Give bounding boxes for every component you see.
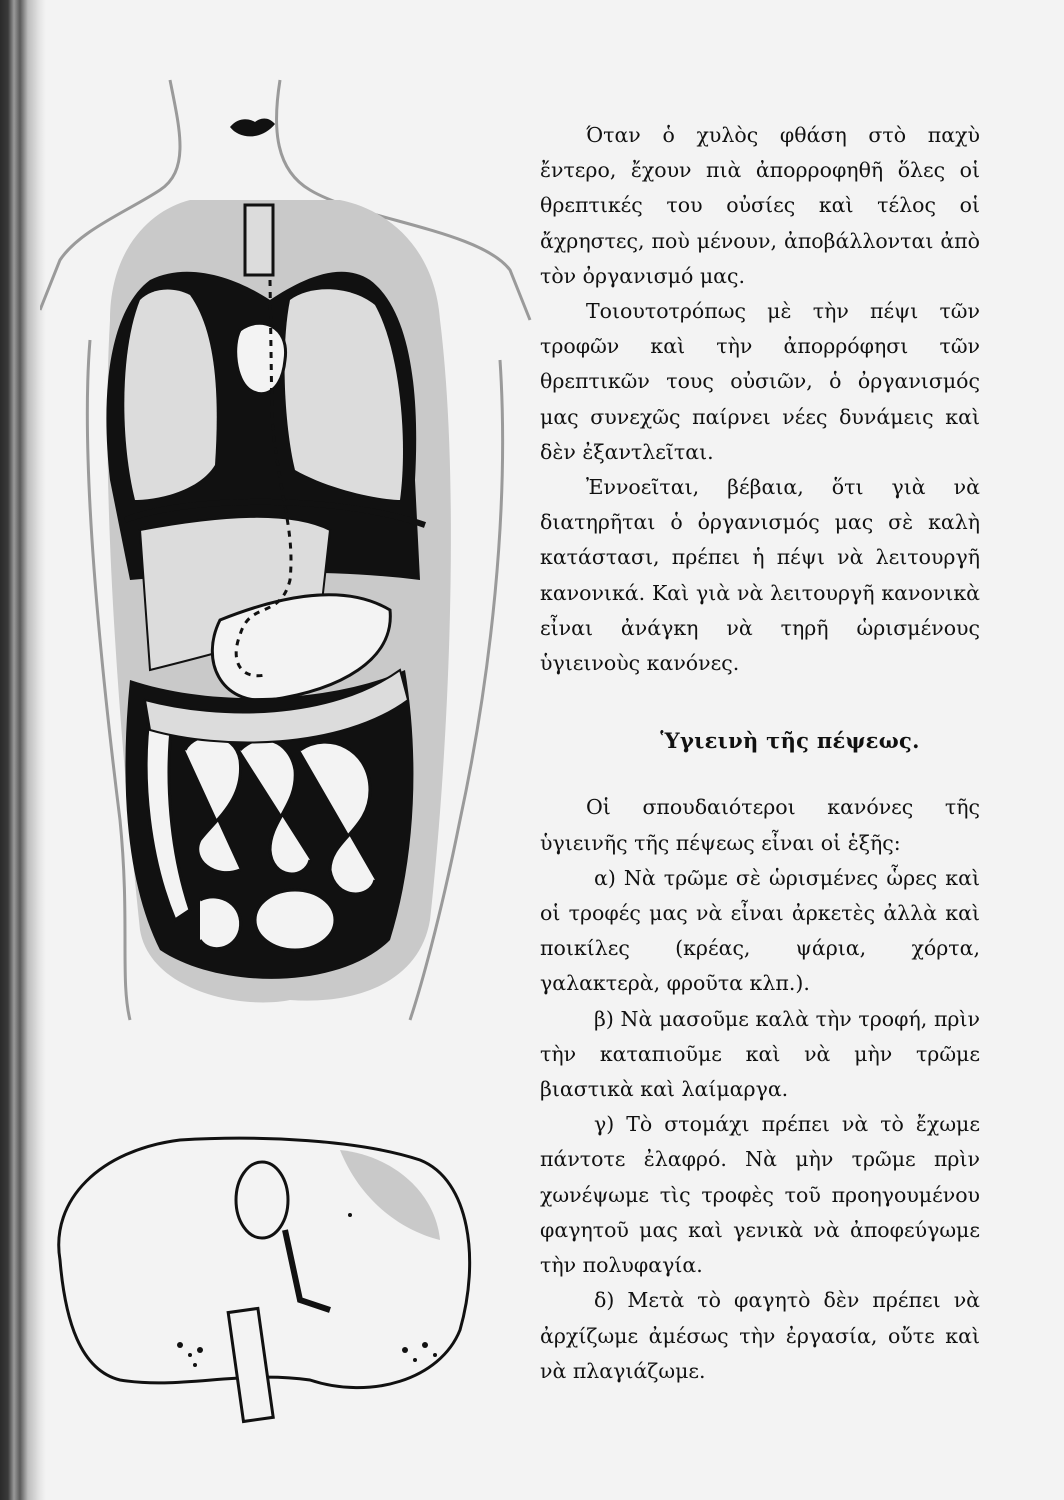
section-heading: Ὑγιεινὴ τῆς πέψεως. xyxy=(660,728,920,754)
rule-item-d: δ) Μετὰ τὸ φαγητὸ δὲν πρέπει νὰ ἀρχίζωμε ἀμέσως τὴν ἐργασία, οὔτε καὶ νὰ πλαγιάζωμε. xyxy=(540,1288,980,1383)
intro-paragraph-1: Όταν ὁ χυλὸς φθάση στὸ παχὺ ἔντερο, ἔχουν πιὰ ἀπορροφηθῆ ὅλες οἱ θρεπτικές του οὐσίες καὶ τέλος οἱ ἄχρηστες, ποὺ μένουν, ἀποβάλλονται ἀπὸ τὸν ὀργανισμό μας. xyxy=(540,123,980,288)
rule-item-b: β) Νὰ μασοῦμε καλὰ τὴν τροφή, πρὶν τὴν καταπιοῦμε καὶ νὰ μὴν τρῶμε βιαστικὰ καὶ λαίμαργα. xyxy=(540,1006,980,1102)
intro-paragraph-3: Ἐννοεῖται, βέβαια, ὅτι γιὰ νὰ διατηρῆται ὁ ὀργανισμός μας σὲ καλὴ κατάστασι, πρέπει ἡ πέψι νὰ λειτουργῆ κανονικά. Καὶ γιὰ νὰ λειτουργῆ κανονικὰ εἶναι ἀνάγκη νὰ τηρῆ ὡρισμένους ὑγιεινοὺς κανόνες. xyxy=(540,475,980,676)
liver-detail-illustration xyxy=(59,1138,470,1421)
trachea xyxy=(245,205,273,275)
mouth-icon xyxy=(230,119,275,137)
intro-paragraph-2: Τοιουτοτρόπως μὲ τὴν πέψι τῶν τροφῶν καὶ τὴν ἀπορρόφησι τῶν θρεπτικῶν τους οὐσιῶν, ὁ ὀργανισμός μας συνεχῶς παίρνει νέες δυνάμεις καὶ δὲν ἐξαντλεῖται. xyxy=(540,299,980,464)
digestive-system-illustration xyxy=(40,60,540,1480)
rule-item-a: α) Νὰ τρῶμε σὲ ὡρισμένες ὧρες καὶ οἱ τροφές μας νὰ εἶναι ἀρκετὲς ἀλλὰ καὶ ποικίλες (κρέας, ψάρια, χόρτα, γαλακτερὰ, φροῦτα κλπ.). xyxy=(540,865,980,996)
left-lung xyxy=(124,290,216,500)
gallbladder xyxy=(236,1162,288,1238)
text-column xyxy=(540,118,980,1389)
heart xyxy=(236,323,286,394)
rule-item-c: γ) Τὸ στομάχι πρέπει νὰ τὸ ἔχωμε πάντοτε ἐλαφρό. Νὰ μὴν τρῶμε πρὶν χωνέψωμε τὶς τροφὲς τοῦ προηγουμένου φαγητοῦ μας καὶ γενικὰ νὰ ἀποφεύγωμε τὴν πολυφαγία. xyxy=(540,1112,980,1278)
rules-intro: Οἱ σπουδαιότεροι κανόνες τῆς ὑγιεινῆς τῆς πέψεως εἶναι οἱ ἑξῆς: xyxy=(540,795,980,855)
